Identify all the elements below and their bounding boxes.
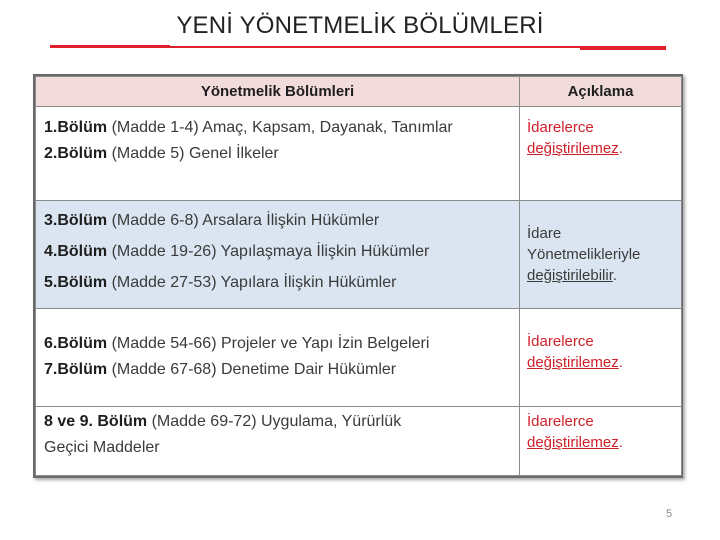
table-row bbox=[36, 107, 682, 201]
section-line bbox=[44, 141, 519, 167]
description-cell bbox=[520, 309, 682, 407]
section-label: 6.Bölüm bbox=[44, 335, 108, 352]
sections-cell bbox=[36, 201, 520, 309]
description-line: İdarelerce bbox=[527, 333, 594, 350]
page-number: 5 bbox=[666, 508, 673, 520]
description-line: değiştirilebilir. bbox=[527, 267, 618, 284]
description-emphasis: değiştirilemez bbox=[527, 354, 619, 371]
description-cell bbox=[520, 407, 682, 476]
section-text: (Madde 54-66) Projeler ve Yapı İzin Belgeleri bbox=[107, 335, 430, 352]
section-text: (Madde 67-68) Denetime Dair Hükümler bbox=[107, 361, 397, 378]
section-line bbox=[44, 267, 519, 298]
section-line bbox=[44, 115, 519, 141]
description-line: değiştirilemez. bbox=[527, 354, 623, 371]
section-label: 2.Bölüm bbox=[44, 145, 108, 162]
sections-cell bbox=[36, 309, 520, 407]
table-row bbox=[36, 201, 682, 309]
section-label: 5.Bölüm bbox=[44, 274, 108, 291]
section-line bbox=[44, 236, 519, 267]
description-line: İdarelerce bbox=[527, 119, 594, 136]
section-text: (Madde 19-26) Yapılaşmaya İlişkin Hükümler bbox=[107, 243, 430, 260]
section-line bbox=[44, 409, 519, 435]
section-line bbox=[44, 435, 519, 461]
description-line: Yönetmelikleriyle bbox=[527, 246, 641, 263]
description-cell bbox=[520, 107, 682, 201]
section-label: 4.Bölüm bbox=[44, 243, 108, 260]
table-row bbox=[36, 407, 682, 476]
section-text: (Madde 5) Genel İlkeler bbox=[107, 145, 279, 162]
table-row bbox=[36, 309, 682, 407]
regulation-sections-table bbox=[33, 74, 683, 478]
section-line bbox=[44, 205, 519, 236]
sections-cell bbox=[36, 407, 520, 476]
slide-title: YENİ YÖNETMELİK BÖLÜMLERİ bbox=[176, 12, 544, 39]
description-line: İdare bbox=[527, 225, 562, 242]
description-emphasis: değiştirilemez bbox=[527, 434, 619, 451]
section-line bbox=[44, 357, 519, 383]
section-label: 8 ve 9. Bölüm bbox=[44, 413, 148, 430]
header-sections: Yönetmelik Bölümleri bbox=[36, 77, 520, 107]
sections-cell bbox=[36, 107, 520, 201]
description-cell bbox=[520, 201, 682, 309]
description-line: İdarelerce bbox=[527, 413, 594, 430]
section-text: Geçici Maddeler bbox=[44, 439, 160, 456]
section-text: (Madde 27-53) Yapılara İlişkin Hükümler bbox=[107, 274, 397, 291]
header-description: Açıklama bbox=[520, 77, 682, 107]
description-line: değiştirilemez. bbox=[527, 434, 623, 451]
description-line: değiştirilemez. bbox=[527, 140, 623, 157]
section-label: 7.Bölüm bbox=[44, 361, 108, 378]
description-emphasis: değiştirilemez bbox=[527, 140, 619, 157]
section-text: (Madde 69-72) Uygulama, Yürürlük bbox=[147, 413, 402, 430]
description-emphasis: değiştirilebilir bbox=[527, 267, 613, 284]
title-underline-right-accent bbox=[580, 46, 666, 50]
section-label: 3.Bölüm bbox=[44, 212, 108, 229]
section-line bbox=[44, 331, 519, 357]
section-text: (Madde 1-4) Amaç, Kapsam, Dayanak, Tanımlar bbox=[107, 119, 453, 136]
section-label: 1.Bölüm bbox=[44, 119, 108, 136]
title-underline-left-accent bbox=[50, 45, 170, 48]
table-header-row bbox=[36, 77, 682, 107]
section-text: (Madde 6-8) Arsalara İlişkin Hükümler bbox=[107, 212, 380, 229]
